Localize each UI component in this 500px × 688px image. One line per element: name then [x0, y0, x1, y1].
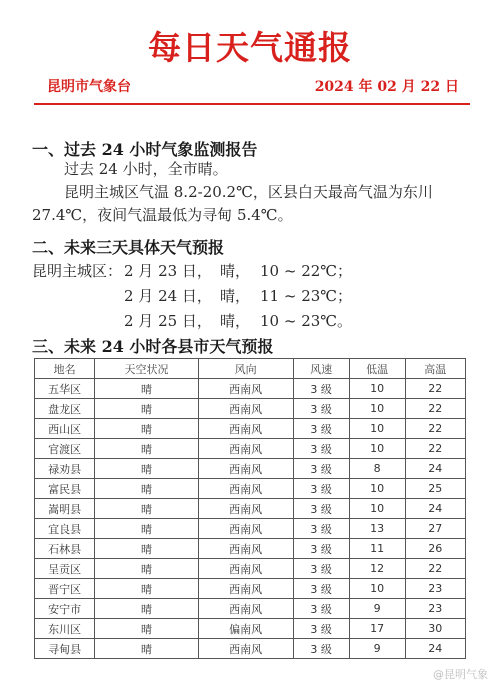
table-cell: 西南风: [198, 459, 293, 479]
table-row: [35, 479, 466, 499]
table-cell: 3 级: [293, 439, 349, 459]
forecast-day: [32, 285, 352, 306]
column-header: 低温: [349, 359, 405, 379]
table-cell: 22: [405, 439, 465, 459]
table-cell: 22: [405, 419, 465, 439]
table-cell: 22: [405, 399, 465, 419]
forecast-date: 2 月 24 日，: [124, 287, 212, 305]
table-cell: 晴: [95, 619, 198, 639]
table-cell: 22: [405, 559, 465, 579]
table-cell: 五华区: [35, 379, 95, 399]
table-cell: 西山区: [35, 419, 95, 439]
table-cell: 3 级: [293, 499, 349, 519]
table-cell: 晴: [95, 479, 198, 499]
page-title: 每日天气通报: [148, 28, 352, 67]
section1-summary: 过去 24 小时，全市晴。: [64, 160, 228, 178]
table-cell: 3 级: [293, 419, 349, 439]
table-cell: 3 级: [293, 599, 349, 619]
section3-heading: 三、未来 24 小时各县市天气预报: [32, 337, 274, 356]
table-cell: 西南风: [198, 579, 293, 599]
table-cell: 10: [349, 479, 405, 499]
column-header: 高温: [405, 359, 465, 379]
forecast-weather: 晴，: [220, 312, 251, 330]
section1-detail-line1: 昆明主城区气温 8.2-20.2℃，区县白天最高气温为东川: [64, 183, 433, 201]
table-header-row: [35, 359, 466, 379]
table-cell: 13: [349, 519, 405, 539]
table-cell: 晴: [95, 419, 198, 439]
forecast-temp: 11 ~ 23℃；: [260, 287, 353, 305]
forecast-date: 2 月 25 日，: [124, 312, 212, 330]
table-cell: 8: [349, 459, 405, 479]
table-cell: 26: [405, 539, 465, 559]
table-cell: 晴: [95, 379, 198, 399]
table-cell: 10: [349, 399, 405, 419]
table-cell: 寻甸县: [35, 639, 95, 659]
watermark: @昆明气象: [433, 668, 488, 681]
issuer: 昆明市气象台: [47, 79, 131, 95]
table-cell: 晴: [95, 539, 198, 559]
table-row: [35, 459, 466, 479]
table-cell: 晴: [95, 579, 198, 599]
table-row: [35, 619, 466, 639]
table-cell: 23: [405, 599, 465, 619]
table-cell: 晴: [95, 519, 198, 539]
table-cell: 晴: [95, 459, 198, 479]
table-cell: 3 级: [293, 559, 349, 579]
table-cell: 西南风: [198, 399, 293, 419]
forecast-weather: 晴，: [220, 287, 251, 305]
table-cell: 3 级: [293, 619, 349, 639]
table-cell: 30: [405, 619, 465, 639]
table-row: [35, 579, 466, 599]
forecast-date: 2 月 23 日，: [124, 262, 212, 280]
column-header: 地名: [35, 359, 95, 379]
table-cell: 西南风: [198, 419, 293, 439]
table-cell: 晴: [95, 639, 198, 659]
table-cell: 富民县: [35, 479, 95, 499]
forecast-area-label: [32, 310, 124, 331]
forecast-area-label: 昆明主城区：: [32, 262, 123, 280]
table-cell: 10: [349, 499, 405, 519]
table-cell: 10: [349, 379, 405, 399]
table-cell: 偏南风: [198, 619, 293, 639]
table-cell: 西南风: [198, 379, 293, 399]
forecast-weather: 晴，: [220, 262, 251, 280]
table-row: [35, 539, 466, 559]
table-cell: 23: [405, 579, 465, 599]
table-cell: 石林县: [35, 539, 95, 559]
table-cell: 西南风: [198, 499, 293, 519]
table-cell: 3 级: [293, 399, 349, 419]
table-cell: 22: [405, 379, 465, 399]
section1-detail-line2: 27.4℃，夜间气温最低为寻甸 5.4℃。: [32, 206, 293, 224]
county-forecast-table: [34, 358, 466, 659]
table-cell: 西南风: [198, 559, 293, 579]
forecast-day: [32, 260, 352, 281]
table-cell: 西南风: [198, 639, 293, 659]
section2-heading: 二、未来三天具体天气预报: [32, 238, 225, 257]
table-cell: 3 级: [293, 539, 349, 559]
forecast-temp: 10 ~ 23℃。: [260, 312, 353, 330]
column-header: 风速: [293, 359, 349, 379]
table-cell: 晴: [95, 399, 198, 419]
table-cell: 晴: [95, 559, 198, 579]
forecast-day: [32, 310, 352, 331]
table-cell: 3 级: [293, 479, 349, 499]
table-row: [35, 559, 466, 579]
table-cell: 西南风: [198, 539, 293, 559]
table-cell: 9: [349, 639, 405, 659]
table-cell: 17: [349, 619, 405, 639]
table-cell: 10: [349, 419, 405, 439]
table-row: [35, 379, 466, 399]
table-cell: 禄劝县: [35, 459, 95, 479]
table-cell: 3 级: [293, 639, 349, 659]
table-row: [35, 419, 466, 439]
header-divider: [34, 103, 470, 105]
table-row: [35, 439, 466, 459]
table-cell: 西南风: [198, 439, 293, 459]
table-cell: 27: [405, 519, 465, 539]
table-row: [35, 639, 466, 659]
table-cell: 晋宁区: [35, 579, 95, 599]
table-cell: 呈贡区: [35, 559, 95, 579]
table-cell: 西南风: [198, 599, 293, 619]
forecast-area-label: [32, 285, 124, 306]
table-cell: 12: [349, 559, 405, 579]
column-header: 风向: [198, 359, 293, 379]
table-cell: 11: [349, 539, 405, 559]
table-cell: 西南风: [198, 519, 293, 539]
table-cell: 3 级: [293, 579, 349, 599]
table-cell: 盘龙区: [35, 399, 95, 419]
table-cell: 25: [405, 479, 465, 499]
table-cell: 宜良县: [35, 519, 95, 539]
table-cell: 官渡区: [35, 439, 95, 459]
table-cell: 24: [405, 459, 465, 479]
table-row: [35, 399, 466, 419]
table-row: [35, 499, 466, 519]
table-row: [35, 519, 466, 539]
table-cell: 晴: [95, 439, 198, 459]
table-cell: 3 级: [293, 379, 349, 399]
table-cell: 24: [405, 499, 465, 519]
forecast-temp: 10 ~ 22℃；: [260, 262, 353, 280]
header-meta: [47, 76, 459, 96]
table-cell: 嵩明县: [35, 499, 95, 519]
table-cell: 10: [349, 579, 405, 599]
table-cell: 24: [405, 639, 465, 659]
issue-date: 2024 年 02 月 22 日: [314, 79, 459, 95]
table-cell: 东川区: [35, 619, 95, 639]
table-cell: 9: [349, 599, 405, 619]
table-cell: 西南风: [198, 479, 293, 499]
table-cell: 晴: [95, 599, 198, 619]
table-row: [35, 599, 466, 619]
table-cell: 10: [349, 439, 405, 459]
table-cell: 安宁市: [35, 599, 95, 619]
table-cell: 3 级: [293, 459, 349, 479]
section1-heading: 一、过去 24 小时气象监测报告: [32, 140, 258, 159]
column-header: 天空状况: [95, 359, 198, 379]
table-cell: 3 级: [293, 519, 349, 539]
table-cell: 晴: [95, 499, 198, 519]
